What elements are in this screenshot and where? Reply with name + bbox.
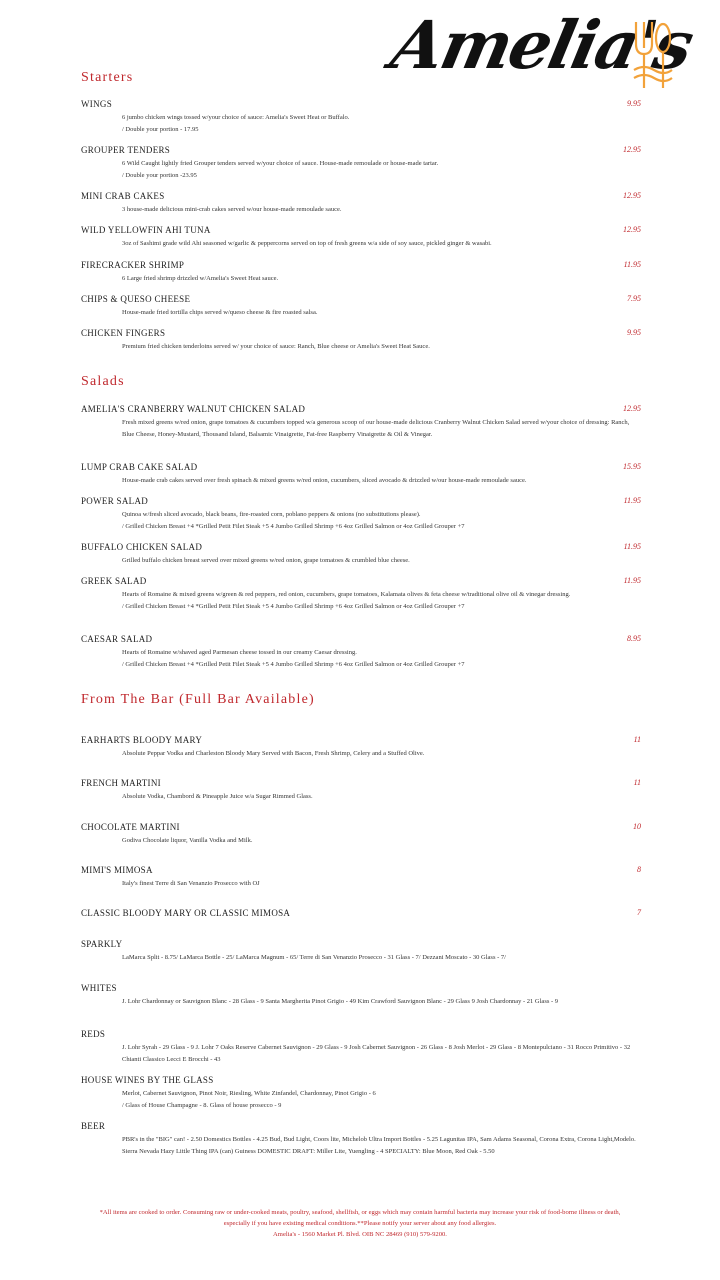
menu-item <box>81 328 641 353</box>
item-description: 3 house-made delicious mini-crab cakes served w/our house-made remoulade sauce. <box>122 206 342 213</box>
item-name: CAESAR SALAD <box>81 634 153 644</box>
item-description: J. Lohr Syrah - 29 Glass - 9 J. Lohr 7 Oaks Reserve Cabernet Sauvignon - 29 Glass - 9 Josh Cabernet Sauvignon - 26 Glass - 8 Josh Merlot - 29 Glass - 8 Montepulciano - 31 Rocco Primitivo - 32 Chianti Classico Lecci E Brocchi - 43 <box>122 1044 631 1063</box>
item-name: CHICKEN FINGERS <box>81 328 166 338</box>
item-name: MIMI'S MIMOSA <box>81 865 153 875</box>
menu-item <box>81 1121 641 1158</box>
menu-item <box>81 865 641 890</box>
item-price: 7.95 <box>627 294 641 303</box>
item-price: 10 <box>633 822 641 831</box>
item-price: 11.95 <box>623 576 641 585</box>
item-name: CHOCOLATE MARTINI <box>81 822 180 832</box>
menu-item <box>81 735 641 760</box>
item-price: 8.95 <box>627 634 641 643</box>
menu-item <box>81 939 641 964</box>
item-description: PBR's in the "BIG" can! - 2.50 Domestics Bottles - 4.25 Bud, Bud Light, Coors lite, Michelob Ultra Import Bottles - 5.25 Lagunitas IPA, Sam Adams Seasonal, Corona Extra, Corona Light,Modelo. Sierra Nevada Hazy Little Thing IPA (can) Guiness DOMESTIC DRAFT: Miller Lite, Yuengling - 4 SPECIALTY: Blue Moon, Red Oak - 5.50 <box>122 1136 636 1155</box>
item-description: Hearts of Romaine w/shaved aged Parmesan cheese tossed in our creamy Caesar dressing. <box>122 649 357 656</box>
item-addon: / Double your portion - 17.95 <box>122 126 199 133</box>
item-addon: / Grilled Chicken Breast +4 *Grilled Petit Filet Steak +5 4 Jumbo Grilled Shrimp +6 4oz Grilled Salmon or 4oz Grilled Grouper +7 <box>122 523 465 530</box>
item-price: 11.95 <box>623 542 641 551</box>
menu-item <box>81 908 641 918</box>
menu-item <box>81 225 641 250</box>
item-name: GROUPER TENDERS <box>81 145 171 155</box>
item-price: 11.95 <box>623 260 641 269</box>
item-price: 12.95 <box>623 191 641 200</box>
item-description: House-made crab cakes served over fresh spinach & mixed greens w/red onion, cucumbers, sliced avocado & drizzled w/our house-made remoulade sauce. <box>122 477 527 484</box>
item-description: Merlot, Cabernet Sauvignon, Pinot Noir, Riesling, White Zinfandel, Chardonnay, Pinot Grigio - 6 <box>122 1090 376 1097</box>
item-description: 6 Wild Caught lightly fried Grouper tenders served w/your choice of sauce. House-made remoulade or house-made tartar. <box>122 160 439 167</box>
item-name: MINI CRAB CAKES <box>81 191 165 201</box>
item-name: HOUSE WINES BY THE GLASS <box>81 1075 214 1085</box>
menu-item <box>81 496 641 533</box>
item-description: Italy's finest Terre di San Venanzio Prosecco with OJ <box>122 880 260 887</box>
item-description: Grilled buffalo chicken breast served over mixed greens w/red onion, grape tomatoes & crumbled blue cheese. <box>122 557 410 564</box>
item-name: BEER <box>81 1121 106 1131</box>
item-price: 8 <box>637 865 641 874</box>
item-description: House-made fried tortilla chips served w/queso cheese & fire roasted salsa. <box>122 309 318 316</box>
menu-item <box>81 462 641 487</box>
item-description: 6 Large fried shrimp drizzled w/Amelia's Sweet Heat sauce. <box>122 275 279 282</box>
item-description: Hearts of Romaine & mixed greens w/green & red peppers, red onion, cucumbers, grape tomatoes, Kalamata olives & feta cheese w/traditional olive oil & vinegar dressing. <box>122 591 571 598</box>
item-name: FIRECRACKER SHRIMP <box>81 260 185 270</box>
item-price: 11.95 <box>623 496 641 505</box>
logo-text: Amelia's <box>384 6 699 84</box>
item-name: REDS <box>81 1029 106 1039</box>
fork-spoon-icon <box>630 18 674 94</box>
section-title-salads: Salads <box>81 374 125 389</box>
item-name: AMELIA'S CRANBERRY WALNUT CHICKEN SALAD <box>81 404 306 414</box>
footer <box>86 1207 634 1240</box>
item-price: 11 <box>633 735 641 744</box>
item-name: WHITES <box>81 983 117 993</box>
item-name: WINGS <box>81 99 112 109</box>
item-description: 6 jumbo chicken wings tossed w/your choice of sauce: Amelia's Sweet Heat or Buffalo. <box>122 114 350 121</box>
item-name: GREEK SALAD <box>81 576 147 586</box>
menu-item <box>81 822 641 847</box>
menu-item <box>81 634 641 671</box>
menu-item <box>81 542 641 567</box>
item-description: Absolute Peppar Vodka and Charleston Bloody Mary Served with Bacon, Fresh Shrimp, Celery and a Stuffed Olive. <box>122 750 425 757</box>
item-price: 9.95 <box>627 99 641 108</box>
item-name: CHIPS & QUESO CHEESE <box>81 294 191 304</box>
item-description: J. Lohr Chardonnay or Sauvignon Blanc - 28 Glass - 9 Santa Margherita Pinot Grigio - 49 Kim Crawford Sauvignon Blanc - 29 Glass 9 Josh Chardonnay - 21 Glass - 9 <box>122 998 559 1005</box>
menu-item <box>81 191 641 216</box>
item-price: 12.95 <box>623 225 641 234</box>
item-name: SPARKLY <box>81 939 123 949</box>
menu-item <box>81 294 641 319</box>
menu-item <box>81 145 641 182</box>
item-description: 3oz of Sashimi grade wild Ahi seasoned w/garlic & peppercorns served on top of fresh greens w/a side of soy sauce, pickled ginger & wasabi. <box>122 240 492 247</box>
menu-item <box>81 404 641 441</box>
item-description: LaMarca Split - 8.75/ LaMarca Bottle - 25/ LaMarca Magnum - 65/ Terre di San Venanzio Prosecco - 31 Glass - 7/ Dezzani Moscato - 30 Glass - 7/ <box>122 954 506 961</box>
menu-item <box>81 99 641 136</box>
item-addon: / Double your portion -23.95 <box>122 172 197 179</box>
item-name: WILD YELLOWFIN AHI TUNA <box>81 225 211 235</box>
item-name: BUFFALO CHICKEN SALAD <box>81 542 203 552</box>
item-price: 9.95 <box>627 328 641 337</box>
item-description: Godiva Chocolate liquor, Vanilla Vodka and Milk. <box>122 837 253 844</box>
menu-item <box>81 576 641 613</box>
item-price: 7 <box>637 908 641 917</box>
item-name: POWER SALAD <box>81 496 149 506</box>
item-description: Premium fried chicken tenderloins served w/ your choice of sauce: Ranch, Blue cheese or Amelia's Sweet Heat Sauce. <box>122 343 430 350</box>
allergy-warning: *All items are cooked to order. Consuming raw or under-cooked meats, poultry, seafood, shellfish, or eggs which may contain harmful bacteria may increase your risk of food-borne illness or death, especially if you have existing medical conditions.**Please notify your server about any food allergies. <box>99 1209 621 1227</box>
menu-item <box>81 1075 641 1112</box>
menu-item <box>81 778 641 803</box>
item-description: Fresh mixed greens w/red onion, grape tomatoes & cucumbers topped w/a generous scoop of our house-made delicious Cranberry Walnut Chicken Salad served w/your choice of dressing: Ranch, Blue Cheese, Honey-Mustard, Thousand Island, Balsamic Vinaigrette, Fat-free Raspberry Vinaigrette & Oil & Vinegar. <box>122 419 630 438</box>
item-name: LUMP CRAB CAKE SALAD <box>81 462 198 472</box>
restaurant-logo <box>384 6 699 96</box>
address: Amelia's - 1560 Market Pl. Blvd. OIB NC 28469 (910) 579-9200. <box>273 1231 447 1238</box>
item-addon: / Grilled Chicken Breast +4 *Grilled Petit Filet Steak +5 4 Jumbo Grilled Shrimp +6 4oz Grilled Salmon or 4oz Grilled Grouper +7 <box>122 661 465 668</box>
item-name: EARHARTS BLOODY MARY <box>81 735 203 745</box>
menu-item <box>81 983 641 1008</box>
item-addon: / Glass of House Champagne - 8. Glass of house prosecco - 9 <box>122 1102 282 1109</box>
item-description: Absolute Vodka, Chambord & Pineapple Juice w/a Sugar Rimmed Glass. <box>122 793 313 800</box>
item-price: 15.95 <box>623 462 641 471</box>
menu-item <box>81 260 641 285</box>
section-title-bar: From The Bar (Full Bar Available) <box>81 692 315 707</box>
menu-item <box>81 1029 641 1066</box>
item-name: FRENCH MARTINI <box>81 778 161 788</box>
item-description: Quinoa w/fresh sliced avocado, black beans, fire-roasted corn, poblano peppers & onions (no substitutions please). <box>122 511 421 518</box>
item-price: 12.95 <box>623 145 641 154</box>
section-title-starters: Starters <box>81 70 134 85</box>
item-price: 11 <box>633 778 641 787</box>
item-addon: / Grilled Chicken Breast +4 *Grilled Petit Filet Steak +5 4 Jumbo Grilled Shrimp +6 4oz Grilled Salmon or 4oz Grilled Grouper +7 <box>122 603 465 610</box>
item-name: CLASSIC BLOODY MARY OR CLASSIC MIMOSA <box>81 908 291 918</box>
item-price: 12.95 <box>623 404 641 413</box>
